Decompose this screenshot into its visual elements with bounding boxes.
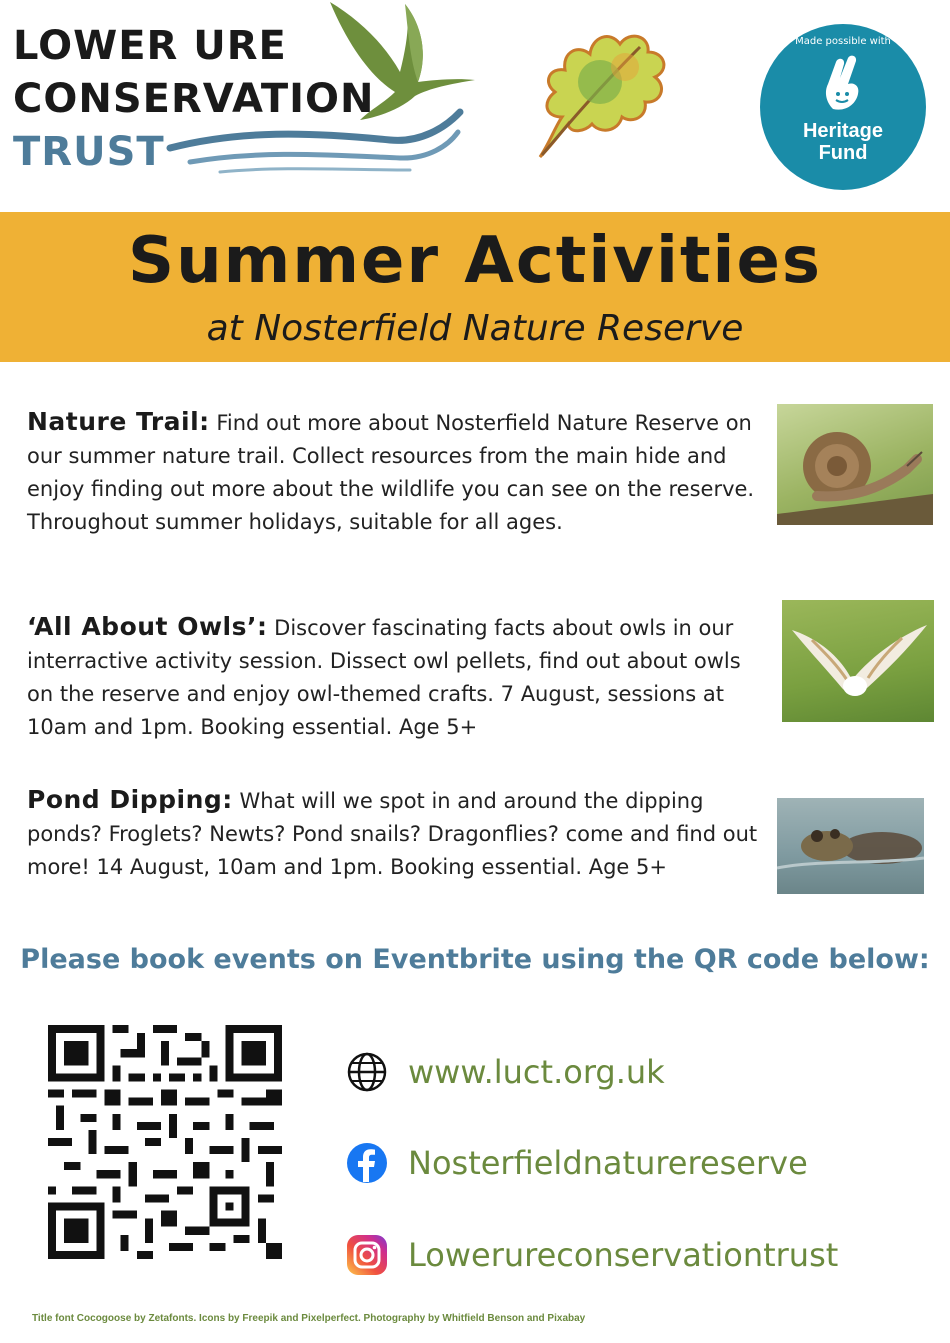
contact-website[interactable] [345,1050,665,1094]
activity-heading: Pond Dipping: [27,785,233,814]
qr-code[interactable] [48,1025,282,1259]
credits-footer: Title font Cocogoose by Zetafonts. Icons by Freepik and Pixelperfect. Photography by Whitfield Benson and Pixabay [32,1313,586,1324]
frog-photo [777,798,924,894]
website-link[interactable]: www.luct.org.uk [408,1053,665,1091]
org-name-line2: CONSERVATION [13,76,375,122]
booking-note: Please book events on Eventbrite using the QR code below: [20,944,930,975]
barn-owl-photo [782,600,934,722]
oak-leaf-icon [530,22,675,162]
instagram-link[interactable]: Lowerureconservationtrust [408,1236,839,1274]
contact-facebook[interactable] [345,1141,808,1185]
bird-logo-icon [160,0,480,180]
activity-text: Find out more about Nosterfield Nature Reserve on our summer nature trail. Collect resources from the main hide and enjoy finding out more about the wildlife you can see on the reserve. Throughout summer holidays, suitable for all ages. [27,411,755,534]
heritage-line2: Fund [818,142,868,164]
activity-all-about-owls [27,610,767,744]
owl-icon [782,600,934,722]
org-name-line3: TRUST [13,129,165,175]
heritage-line1: Heritage [802,120,884,142]
activity-text: What will we spot in and around the dipping ponds? Froglets? Newts? Pond snails? Dragonflies? come and find out more! 14 August, 10am and 1pm. Booking essential. Age 5+ [27,789,758,879]
heritage-fund-name [760,120,926,164]
heritage-fund-logo [760,24,926,190]
page-subtitle: at Nosterfield Nature Reserve [206,308,744,349]
activity-nature-trail [27,405,767,539]
snail-photo [777,404,933,525]
org-name-line1: LOWER URE [13,23,287,69]
activity-heading: Nature Trail: [27,407,210,436]
contact-instagram[interactable] [345,1233,838,1277]
snail-icon [777,404,933,525]
heritage-made-possible: Made possible with [795,36,891,47]
title-banner [0,212,950,362]
crossed-fingers-icon [818,54,868,114]
globe-icon [345,1050,389,1094]
page-title: Summer Activities [128,224,822,298]
facebook-icon [345,1141,389,1185]
instagram-icon [345,1233,389,1277]
frog-icon [777,798,924,894]
activity-text: Discover fascinating facts about owls in our interractive activity session. Dissect owl pellets, find out about owls on the reserve and enjoy owl-themed crafts. 7 August, sessions at 10am and 1pm. Booking essential. Age 5+ [27,616,741,739]
facebook-link[interactable]: Nosterfieldnaturereserve [408,1144,808,1182]
activity-pond-dipping [27,783,767,884]
activity-heading: ‘All About Owls’: [27,612,268,641]
